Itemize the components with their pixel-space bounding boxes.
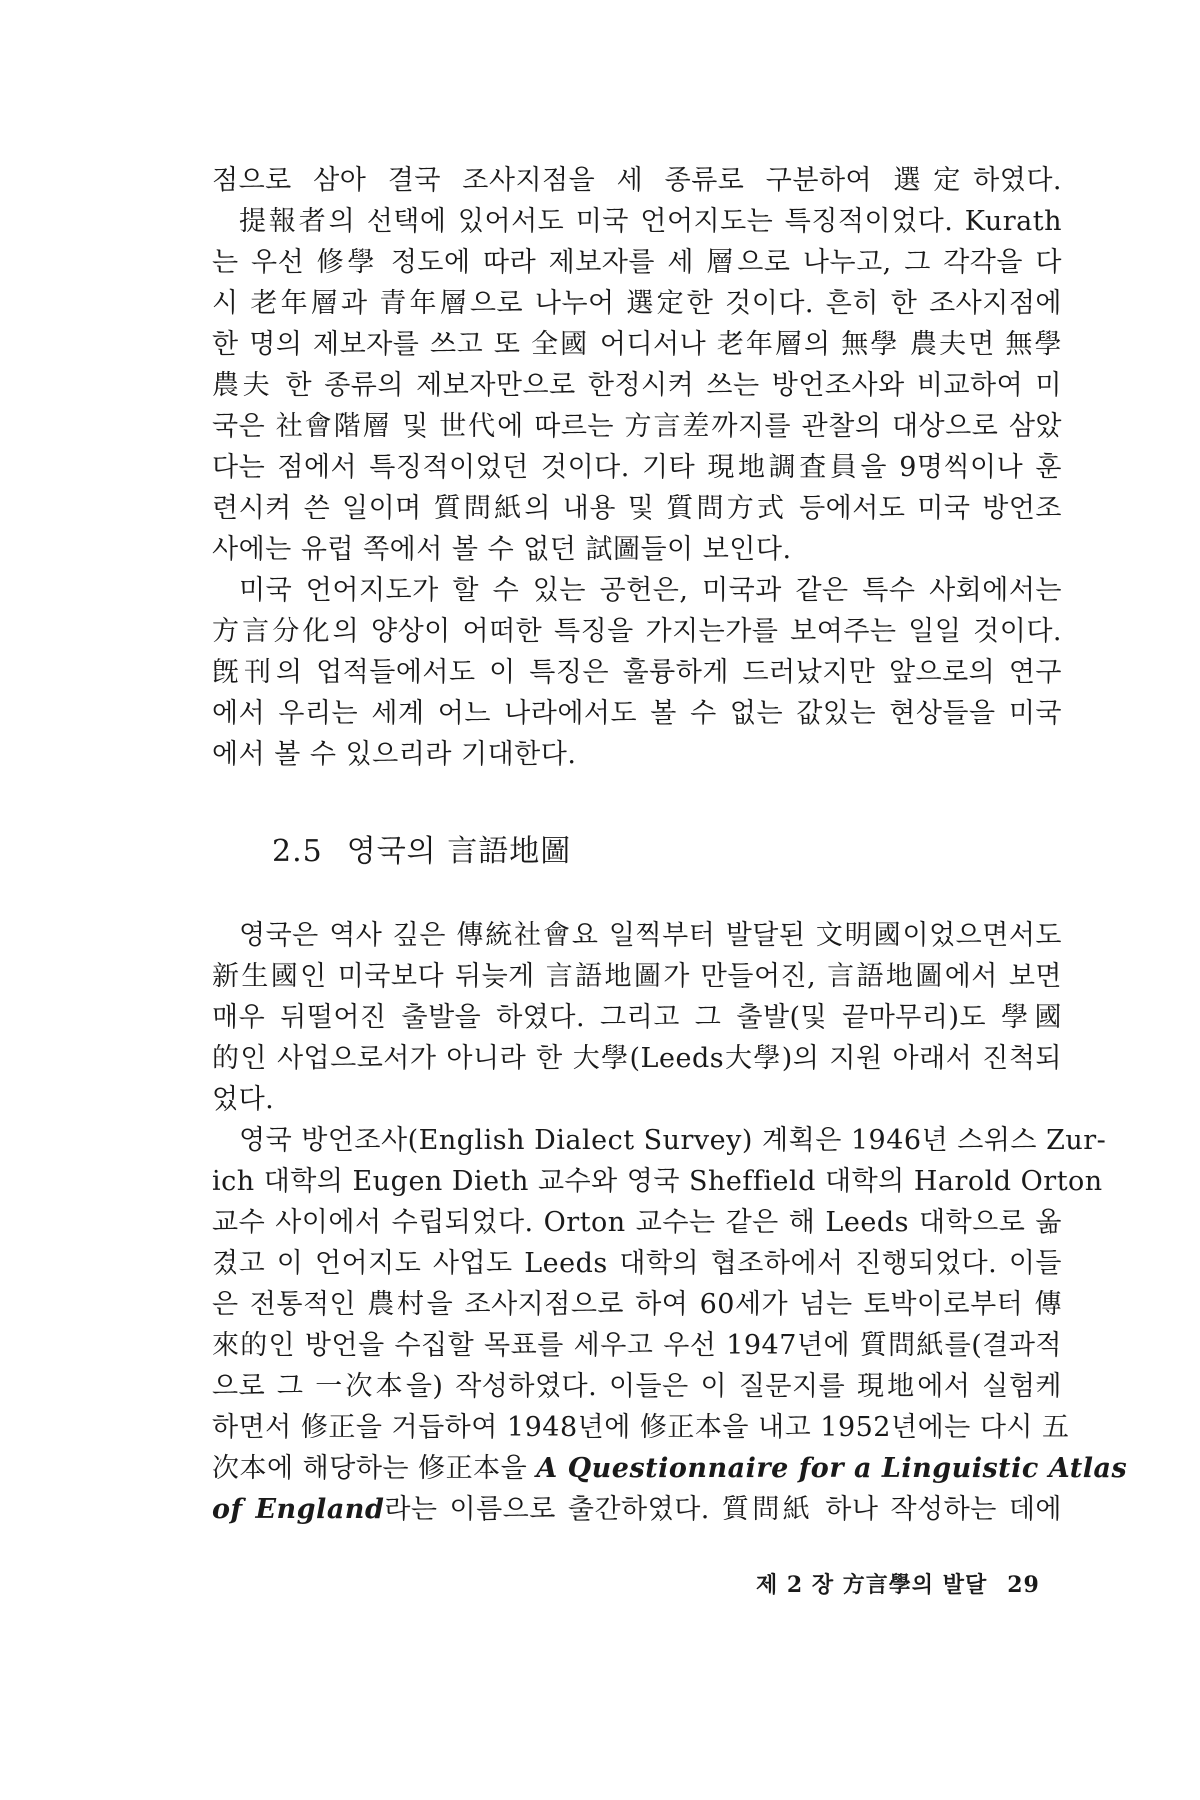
text-line: 에서 우리는 세계 어느 나라에서도 볼 수 없는 값있는 현상들을 미국: [212, 698, 1062, 729]
book-title-italic: A Questionnaire for a Linguistic Atlas: [536, 1453, 1128, 1484]
text-line: 시 老年層과 青年層으로 나누어 選定한 것이다. 흔히 한 조사지점에: [212, 288, 1062, 319]
section-number: 2.5: [272, 834, 323, 869]
body-text-top: [212, 160, 1062, 775]
text-line: 미국 언어지도가 할 수 있는 공헌은, 미국과 같은 특수 사회에서는: [239, 575, 1062, 606]
text-line: 었다.: [212, 1084, 275, 1115]
text-line: 국은 社會階層 및 世代에 따르는 方言差까지를 관찰의 대상으로 삼았: [212, 411, 1062, 442]
text-line: 영국은 역사 깊은 傳統社會요 일찍부터 발달된 文明國이었으면서도: [239, 920, 1062, 951]
text-line: 영국 방언조사(English Dialect Survey) 계획은 1946년 스위스 Zur-: [239, 1125, 1107, 1156]
text-line: 점으로 삼아 결국 조사지점을 세 종류로 구분하여 選定하였다.: [212, 165, 1062, 196]
text-line: 사에는 유럽 쪽에서 볼 수 없던 試圖들이 보인다.: [212, 534, 792, 565]
body-text-bottom: [212, 915, 1128, 1530]
section-heading: [272, 826, 571, 870]
text-line: 하면서 修正을 거듭하여 1948년에 修正本을 내고 1952년에는 다시 五: [212, 1412, 1070, 1443]
text-line: ich 대학의 Eugen Dieth 교수와 영국 Sheffield 대학의 Harold Orton: [212, 1166, 1103, 1197]
text-line: 겼고 이 언어지도 사업도 Leeds 대학의 협조하에서 진행되었다. 이들: [212, 1248, 1062, 1279]
text-line: 교수 사이에서 수립되었다. Orton 교수는 같은 해 Leeds 대학으로 옮: [212, 1207, 1062, 1238]
text-line: 方言分化의 양상이 어떠한 특징을 가지는가를 보여주는 일일 것이다.: [212, 616, 1062, 647]
text-line: 으로 그 一次本을) 작성하였다. 이들은 이 질문지를 現地에서 실험케: [212, 1371, 1062, 1402]
text-line: 는 우선 修學 정도에 따라 제보자를 세 層으로 나누고, 그 각각을 다: [212, 247, 1063, 278]
text-run: 라는 이름으로 출간하였다. 質問紙 하나 작성하는 데에: [384, 1494, 1062, 1525]
page-number: 29: [1007, 1572, 1040, 1598]
text-line: 來的인 방언을 수집할 목표를 세우고 우선 1947년에 質問紙를(결과적: [212, 1330, 1062, 1361]
text-line: 旣刊의 업적들에서도 이 특징은 훌륭하게 드러났지만 앞으로의 연구: [212, 657, 1062, 688]
text-line: [212, 1448, 1128, 1489]
text-line: 련시켜 쓴 일이며 質問紙의 내용 및 質問方式 등에서도 미국 방언조: [212, 493, 1062, 524]
running-footer: [756, 1568, 1040, 1599]
book-title-italic: of England: [212, 1494, 385, 1525]
text-line: 農夫 한 종류의 제보자만으로 한정시켜 쓰는 방언조사와 비교하여 미: [212, 370, 1062, 401]
text-line: 提報者의 선택에 있어서도 미국 언어지도는 특징적이었다. Kurath: [239, 206, 1062, 237]
section-title: 영국의 言語地圖: [346, 834, 572, 869]
text-line: 한 명의 제보자를 쓰고 또 全國 어디서나 老年層의 無學 農夫면 無學: [212, 329, 1062, 360]
text-line: 的인 사업으로서가 아니라 한 大學(Leeds大學)의 지원 아래서 진척되: [212, 1043, 1062, 1074]
text-line: [212, 1489, 1062, 1530]
text-line: 新生國인 미국보다 뒤늦게 言語地圖가 만들어진, 言語地圖에서 보면: [212, 961, 1062, 992]
text-run: 次本에 해당하는 修正本을: [212, 1453, 528, 1484]
text-line: 에서 볼 수 있으리라 기대한다.: [212, 739, 577, 770]
footer-chapter: 제 2 장 方言學의 발달: [756, 1572, 988, 1598]
text-line: 매우 뒤떨어진 출발을 하였다. 그리고 그 출발(및 끝마무리)도 學國: [212, 1002, 1062, 1033]
text-line: 은 전통적인 農村을 조사지점으로 하여 60세가 넘는 토박이로부터 傳: [212, 1289, 1062, 1320]
text-line: 다는 점에서 특징적이었던 것이다. 기타 現地調査員을 9명씩이나 훈: [212, 452, 1062, 483]
